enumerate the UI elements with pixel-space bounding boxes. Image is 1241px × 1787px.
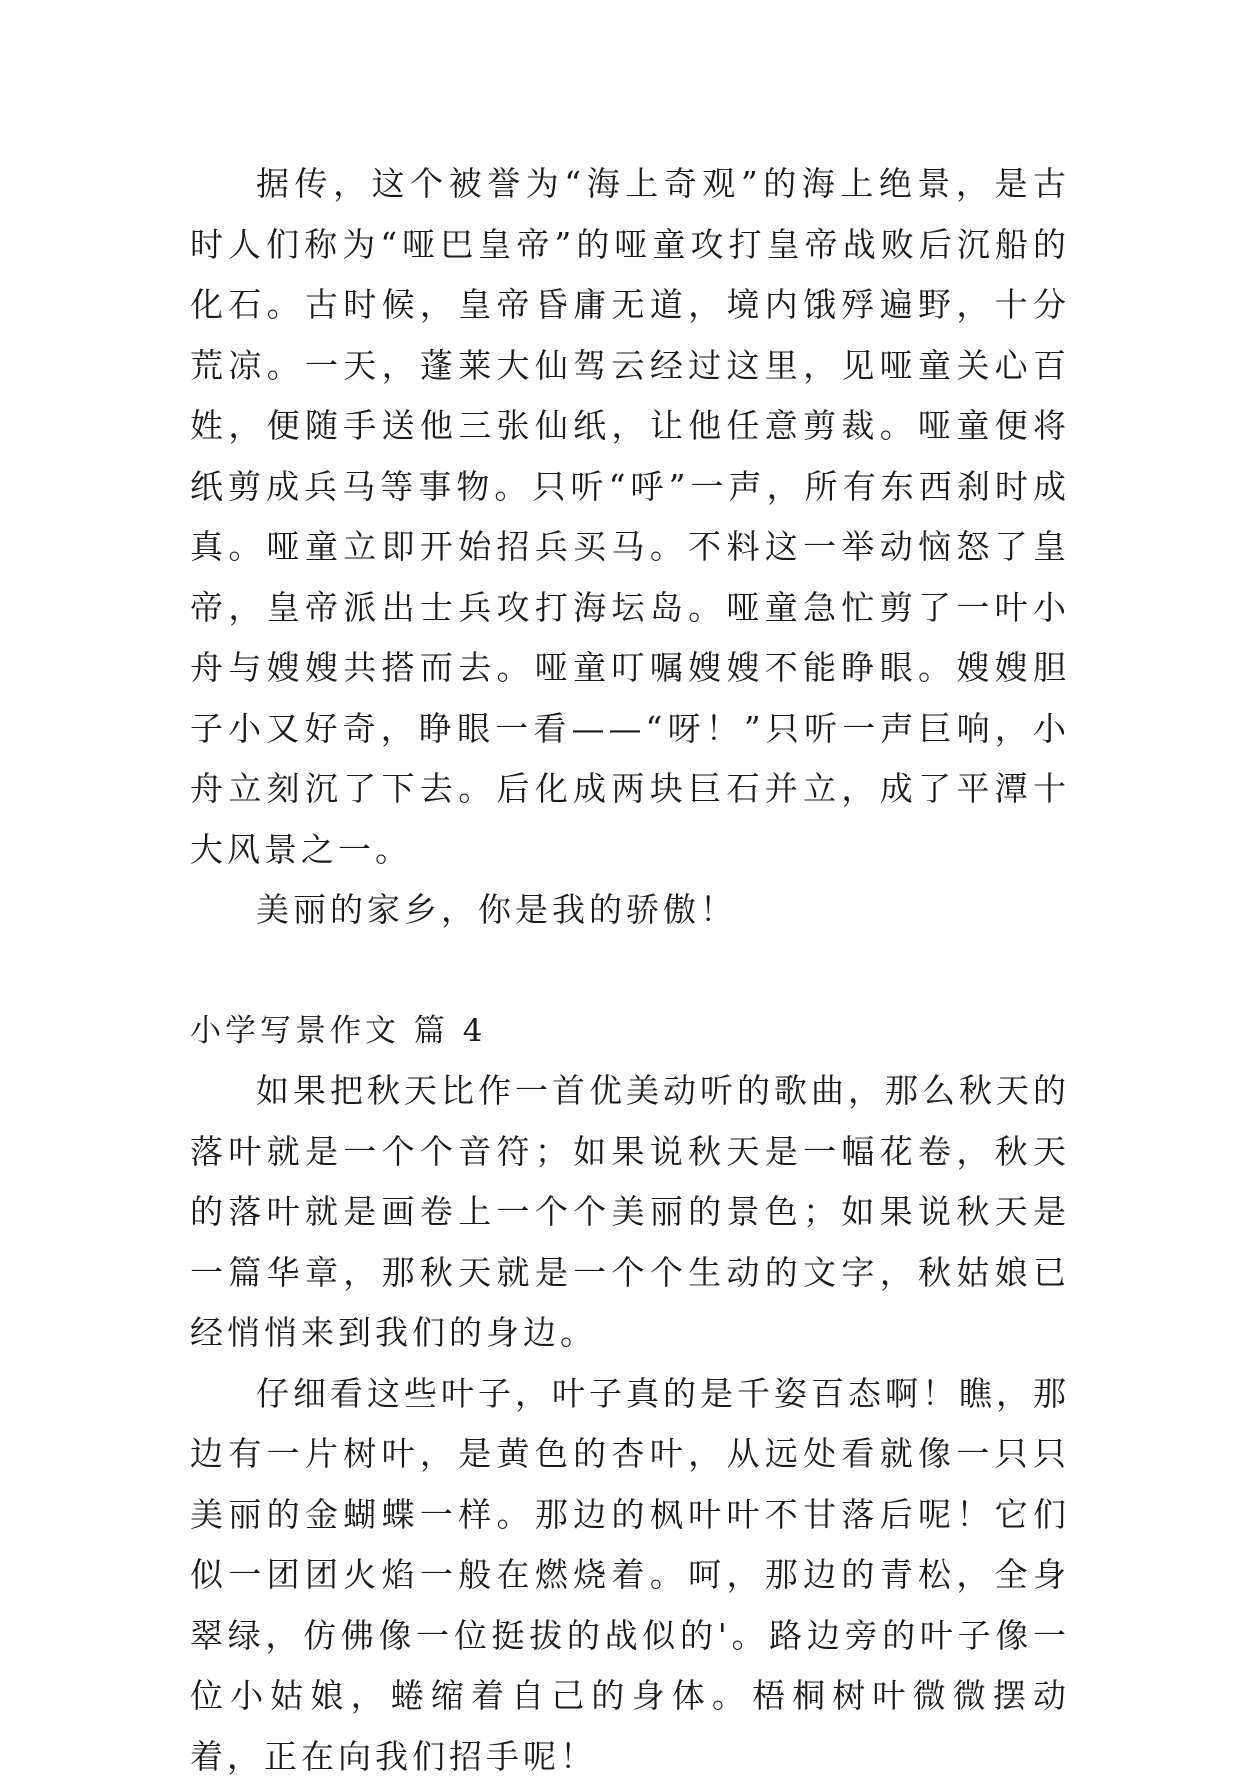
paragraph-legend: 据传，这个被誉为“海上奇观”的海上绝景，是古时人们称为“哑巴皇帝”的哑童攻打皇帝战败后沉船的化石。古时候，皇帝昏庸无道，境内饿殍遍野，十分荒凉。一天，蓬莱大仙驾云经过这里，见哑童关心百姓，便随手送他三张仙纸，让他任意剪裁。哑童便将纸剪成兵马等事物。只听“呼”一声，所有东西刹时成真。哑童立即开始招兵买马。不料这一举动恼怒了皇帝，皇帝派出士兵攻打海坛岛。哑童急忙剪了一叶小舟与嫂嫂共搭而去。哑童叮嘱嫂嫂不能睁眼。嫂嫂胆子小又好奇，睁眼一看——“呀！”只听一声巨响，小舟立刻沉了下去。后化成两块巨石并立，成了平潭十大风景之一。 (190, 154, 1070, 880)
document-page (190, 154, 1070, 1787)
section-heading: 小学写景作文 篇 4 (190, 1001, 1070, 1062)
paragraph-autumn-leaves: 仔细看这些叶子，叶子真的是千姿百态啊！瞧，那边有一片树叶，是黄色的杏叶，从远处看就像一只只美丽的金蝴蝶一样。那边的枫叶叶不甘落后呢！它们似一团团火焰一般在燃烧着。呵，那边的青松，全身翠绿，仿佛像一位挺拔的战似的'。路边旁的叶子像一位小姑娘，蜷缩着自己的身体。梧桐树叶微微摆动着，正在向我们招手呢！ (190, 1364, 1070, 1787)
section-spacer (190, 941, 1070, 1001)
paragraph-autumn-intro: 如果把秋天比作一首优美动听的歌曲，那么秋天的落叶就是一个个音符；如果说秋天是一幅花卷，秋天的落叶就是画卷上一个个美丽的景色；如果说秋天是一篇华章，那秋天就是一个个生动的文字，秋姑娘已经悄悄来到我们的身边。 (190, 1061, 1070, 1364)
paragraph-closing: 美丽的家乡，你是我的骄傲！ (190, 880, 1070, 941)
